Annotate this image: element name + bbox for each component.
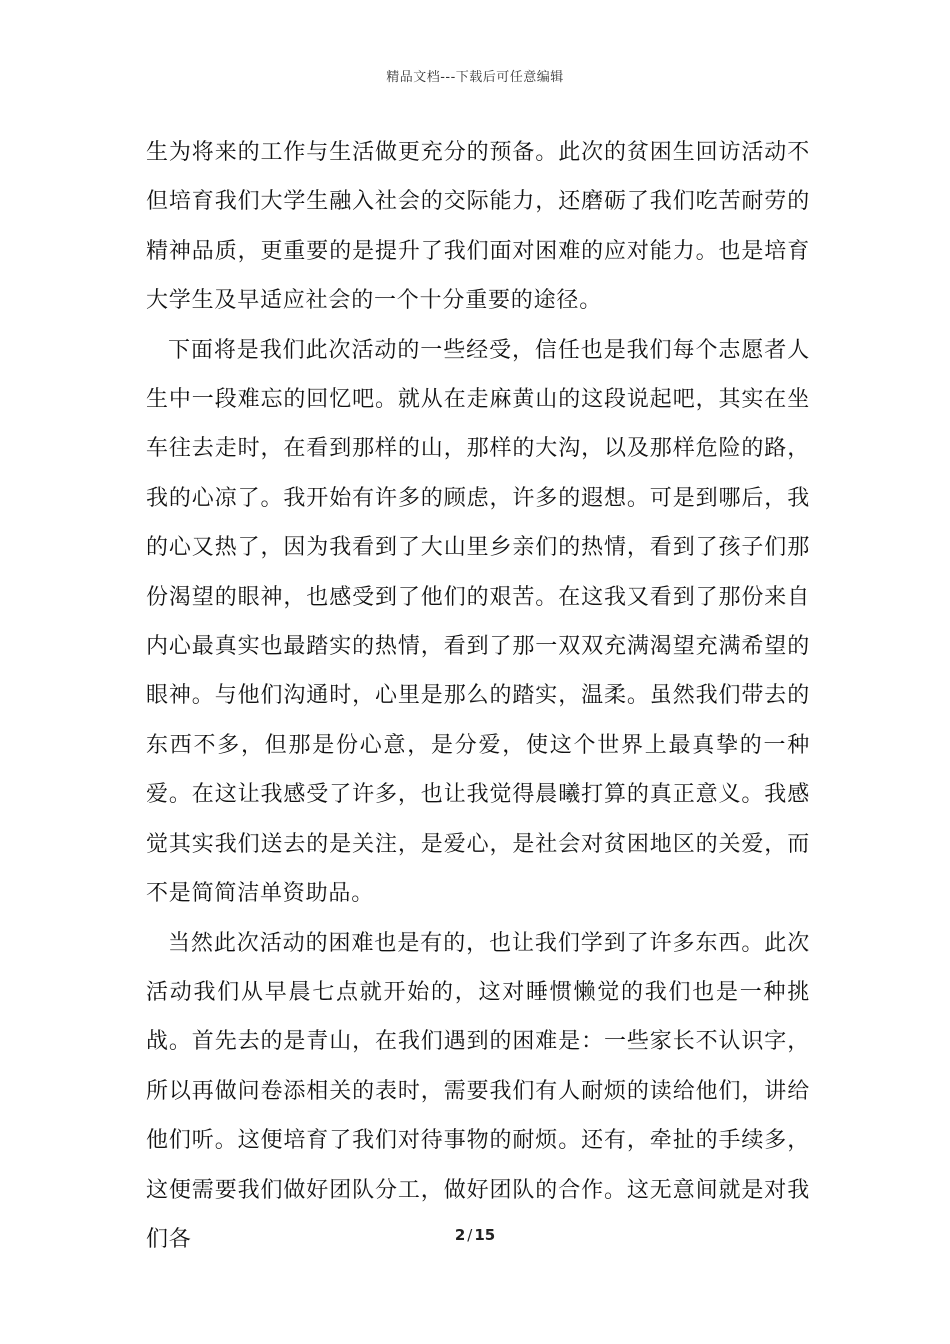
- paragraph-2: 下面将是我们此次活动的一些经受，信任也是我们每个志愿者人生中一段难忘的回忆吧。就从在走麻黄山的这段说起吧，其实在坐车往去走时，在看到那样的山，那样的大沟，以及那样危险的路，我的心凉了。我开始有许多的顾虑，许多的遐想。可是到哪后，我的心又热了，因为我看到了大山里乡亲们的热情，看到了孩子们那份渴望的眼神，也感受到了他们的艰苦。在这我又看到了那份来自内心最真实也最踏实的热情，看到了那一双双充满渴望充满希望的眼神。与他们沟通时，心里是那么的踏实，温柔。虽然我们带去的东西不多，但那是份心意，是分爱，使这个世界上最真挚的一种爱。在这让我感受了许多，也让我觉得晨曦打算的真正意义。我感觉其实我们送去的是关注，是爱心，是社会对贫困地区的关爱，而不是简简洁单资助品。: [146, 337, 810, 907]
- page-number: [0, 1226, 950, 1244]
- page-header: 精品文档---下载后可任意编辑: [386, 70, 564, 85]
- paragraph-3: 当然此次活动的困难也是有的，也让我们学到了许多东西。此次活动我们从早晨七点就开始的，这对睡惯懒觉的我们也是一种挑战。首先去的是青山，在我们遇到的困难是：一些家长不认识字，所以再做问卷添相关的表时，需要我们有人耐烦的读给他们，讲给他们听。这便培育了我们对待事物的耐烦。还有，牵扯的手续多，这便需要我们做好团队分工，做好团队的合作。这无意间就是对我们各: [146, 930, 810, 1252]
- document-body: [146, 128, 810, 1264]
- paragraph-1: 生为将来的工作与生活做更充分的预备。此次的贫困生回访活动不但培育我们大学生融入社会的交际能力，还磨砺了我们吃苦耐劳的精神品质，更重要的是提升了我们面对困难的应对能力。也是培育大学生及早适应社会的一个十分重要的途径。: [146, 140, 810, 314]
- current-page-number: 2: [454, 1226, 466, 1244]
- page-separator: /: [467, 1226, 473, 1244]
- total-pages-number: 15: [474, 1226, 496, 1244]
